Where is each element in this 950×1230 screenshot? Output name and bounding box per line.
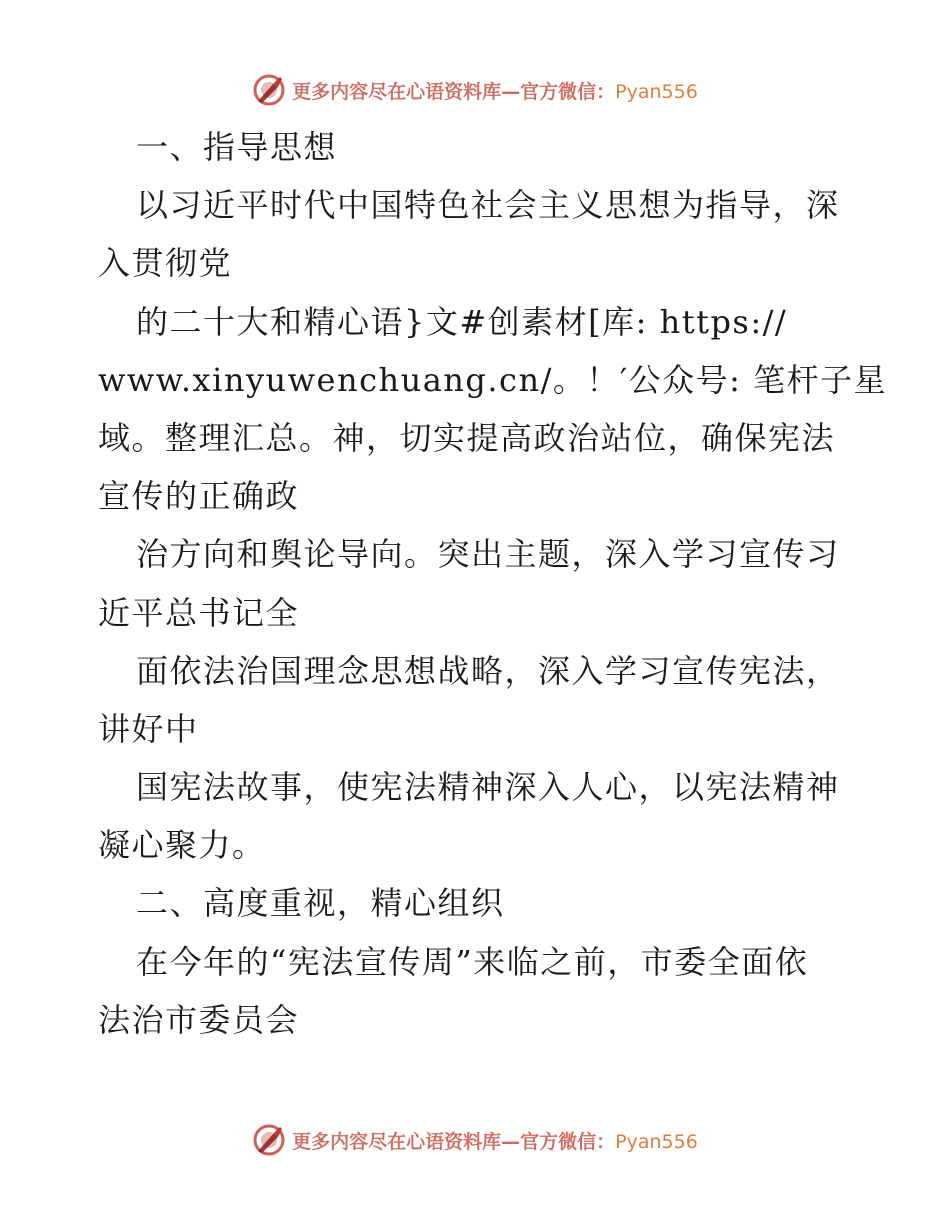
text-line: 近平总书记全 bbox=[98, 593, 300, 632]
text-line: 讲好中 bbox=[98, 709, 199, 748]
watermark-text: 更多内容尽在心语资料库—官方微信：Pyan556 bbox=[292, 80, 698, 103]
text-line: 凝心聚力。 bbox=[98, 826, 266, 865]
watermark-handle: Pyan556 bbox=[615, 80, 698, 103]
text-line: 一、指导思想 bbox=[136, 128, 338, 166]
pen-logo-icon bbox=[252, 73, 286, 107]
text-line: 入贯彻党 bbox=[98, 244, 233, 283]
text-line: 的二十大和精心语}文#创素材[库: https:// bbox=[136, 302, 788, 341]
text-line: 在今年的“宪法宣传周”来临之前，市委全面依 bbox=[136, 942, 809, 981]
text-line: 面依法治国理念思想战略，深入学习宣传宪法， bbox=[136, 651, 840, 690]
header-watermark bbox=[0, 72, 950, 108]
text-line: www.xinyuwenchuang.cn/。！′公众号: 笔杆子星 bbox=[98, 360, 888, 399]
text-line: 治方向和舆论导向。突出主题，深入学习宣传习 bbox=[136, 535, 840, 574]
text-line: 宣传的正确政 bbox=[98, 477, 300, 516]
watermark-text: 更多内容尽在心语资料库—官方微信：Pyan556 bbox=[292, 1130, 698, 1153]
text-line: 以习近平时代中国特色社会主义思想为指导，深 bbox=[136, 186, 840, 225]
text-line: 域。整理汇总。神，切实提高政治站位，确保宪法 bbox=[98, 418, 836, 457]
pen-logo-icon bbox=[252, 1123, 286, 1157]
watermark-handle: Pyan556 bbox=[615, 1130, 698, 1153]
text-line: 法治市委员会 bbox=[98, 1000, 300, 1039]
text-line: 国宪法故事，使宪法精神深入人心，以宪法精神 bbox=[136, 768, 840, 807]
text-line: 二、高度重视，精心组织 bbox=[136, 884, 505, 923]
footer-watermark bbox=[0, 1122, 950, 1158]
document-body bbox=[98, 118, 888, 1049]
